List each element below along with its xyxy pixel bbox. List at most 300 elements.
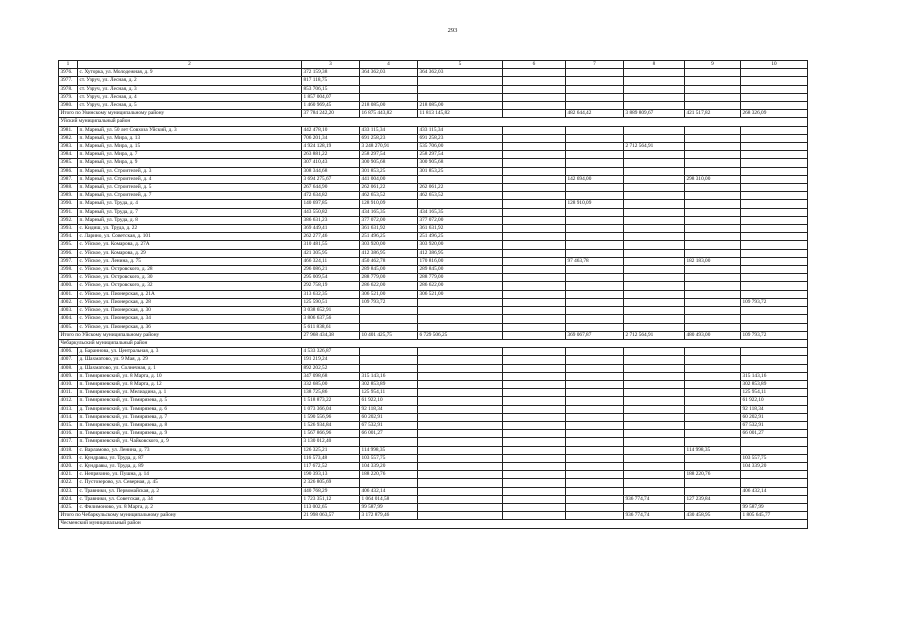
value-cell: 10 401 425,75 [360,331,418,339]
value-cell: 853 706,15 [302,85,360,93]
value-cell [741,143,808,151]
value-cell: 296 086,21 [302,266,360,274]
value-cell: 117 672,52 [302,462,360,470]
value-cell [741,216,808,224]
value-cell [624,175,685,183]
value-cell: 21 998 063,57 [302,512,360,520]
value-cell [360,438,418,446]
table-row [59,446,808,454]
value-cell [624,126,685,134]
value-cell [418,364,503,372]
value-cell: 1 073 366,04 [302,405,360,413]
value-cell [624,257,685,265]
table-row [59,307,808,315]
value-cell [418,356,503,364]
table-row [59,438,808,446]
table-row [59,389,808,397]
value-cell [624,159,685,167]
value-cell [566,192,624,200]
address-cell: с. Филимоново, ул. 8 Марта, д. 2 [78,503,302,511]
row-number: 3983. [59,143,78,151]
value-cell: 472 634,82 [302,192,360,200]
table-row [59,348,808,356]
value-cell [566,167,624,175]
table-row [59,421,808,429]
value-cell [503,421,566,429]
value-cell [685,454,741,462]
value-cell: 377 072,00 [418,216,503,224]
value-cell: 300 905,68 [360,159,418,167]
address-cell: с. Уйское, ул. Пионерская, д. 21А [78,290,302,298]
value-cell [503,274,566,282]
value-cell: 308 344,68 [302,167,360,175]
value-cell: 298 310,00 [685,175,741,183]
row-number: 3999. [59,274,78,282]
value-cell: 258 297,54 [360,151,418,159]
value-cell [503,200,566,208]
value-cell: 113 002,65 [302,503,360,511]
value-cell [685,323,741,331]
value-cell: 295 009,54 [302,274,360,282]
row-number: 4021. [59,471,78,479]
row-number: 4000. [59,282,78,290]
value-cell: 104 339,20 [741,462,808,470]
section-label: Чебаркульский муниципальный район [59,339,808,347]
row-number: 3998. [59,266,78,274]
row-number: 4005. [59,323,78,331]
value-cell [503,85,566,93]
value-cell: 313 632,35 [302,290,360,298]
value-cell: 1 590 556,96 [302,413,360,421]
value-cell [566,348,624,356]
value-cell [624,462,685,470]
value-cell [685,274,741,282]
value-cell: 691 258,23 [418,134,503,142]
address-cell: д. Шахматово, ул. Солнечная, д. 1 [78,364,302,372]
value-cell: 706 201,34 [302,134,360,142]
data-table [58,60,808,529]
value-cell [418,372,503,380]
value-cell [566,323,624,331]
value-cell: 251 496,25 [418,233,503,241]
value-cell: 364 362,03 [360,69,418,77]
table-row [59,380,808,388]
value-cell [503,257,566,265]
table-row [59,495,808,503]
value-cell: 126 325,21 [302,446,360,454]
value-cell: 3 694 275,67 [302,175,360,183]
value-cell [624,241,685,249]
row-number: 3977. [59,77,78,85]
value-cell [360,356,418,364]
value-cell: 535 706,00 [418,143,503,151]
table-row [59,225,808,233]
value-cell: 433 115,34 [360,126,418,134]
value-cell [624,266,685,274]
value-cell [624,298,685,306]
value-cell [685,430,741,438]
value-cell [566,512,624,520]
value-cell [685,225,741,233]
value-cell [685,184,741,192]
row-number: 4018. [59,446,78,454]
value-cell [685,93,741,101]
value-cell: 16 875 443,82 [360,110,418,118]
value-cell [503,487,566,495]
value-cell [685,167,741,175]
address-cell: д. Бараннова, ул. Центральная, д. 3 [78,348,302,356]
value-cell [503,438,566,446]
header-cell: 3 [302,61,360,69]
table-row [59,208,808,216]
header-cell: 5 [418,61,503,69]
value-cell [685,348,741,356]
header-cell: 10 [741,61,808,69]
table-row [59,454,808,462]
value-cell [685,216,741,224]
value-cell [503,430,566,438]
value-cell [503,479,566,487]
value-cell: 67 532,91 [360,421,418,429]
value-cell [503,216,566,224]
value-cell [566,126,624,134]
row-number: 3996. [59,249,78,257]
table-row [59,266,808,274]
value-cell [741,323,808,331]
value-cell [685,364,741,372]
value-cell [624,446,685,454]
address-cell: п. Тимирязевский, ул. 8 Марта, д. 12 [78,380,302,388]
address-cell: с. Кундравы, ул. Труда, д. 87 [78,454,302,462]
value-cell: 466 324,11 [302,257,360,265]
value-cell: 430 458,95 [685,512,741,520]
value-cell: 3 038 652,91 [302,307,360,315]
row-number: 3980. [59,102,78,110]
value-cell: 258 297,54 [418,151,503,159]
value-cell [741,307,808,315]
value-cell: 188 220,76 [685,471,741,479]
table-row [59,274,808,282]
value-cell [685,241,741,249]
value-cell: 892 202,52 [302,364,360,372]
row-number: 3989. [59,192,78,200]
value-cell [503,175,566,183]
address-cell: ст. Узруч, ул. Лесная, д. 2 [78,77,302,85]
value-cell: 103 557,75 [741,454,808,462]
value-cell [503,356,566,364]
address-cell: п. Марный, ул. Строителей, д. 4 [78,175,302,183]
value-cell: 6 729 506,25 [418,331,503,339]
address-cell: с. Кидиш, ул. Труда, д. 22 [78,225,302,233]
value-cell [624,397,685,405]
value-cell: 37 784 242,20 [302,110,360,118]
value-cell: 3 172 879,46 [360,512,418,520]
value-cell: 267 644,90 [302,184,360,192]
value-cell [360,315,418,323]
value-cell [685,413,741,421]
value-cell [685,462,741,470]
value-cell [685,438,741,446]
value-cell: 302 853,89 [741,380,808,388]
value-cell [566,290,624,298]
table-row [59,69,808,77]
table-row [59,298,808,306]
value-cell [624,405,685,413]
value-cell [685,405,741,413]
value-cell [418,77,503,85]
table-row [59,323,808,331]
value-cell [503,331,566,339]
value-cell [624,307,685,315]
value-cell [741,167,808,175]
value-cell [685,200,741,208]
value-cell: 288 779,00 [360,274,418,282]
value-cell: 109 793,72 [360,298,418,306]
value-cell: 1 518 873,22 [302,397,360,405]
value-cell [418,421,503,429]
value-cell [566,233,624,241]
table-row [59,167,808,175]
value-cell [741,479,808,487]
value-cell [685,134,741,142]
value-cell: 440 768,29 [302,487,360,495]
value-cell [566,307,624,315]
value-cell: 307 410,43 [302,159,360,167]
value-cell: 386 631,23 [302,216,360,224]
address-cell: п. Тимирязевский, ул. Тимирязева, д. 8 [78,421,302,429]
value-cell [503,372,566,380]
value-cell: 421 305,95 [302,249,360,257]
row-number: 3987. [59,175,78,183]
value-cell [624,274,685,282]
table-row [59,77,808,85]
value-cell [503,471,566,479]
value-cell: 109 793,72 [741,331,808,339]
row-number: 3997. [59,257,78,265]
value-cell [685,397,741,405]
value-cell [741,159,808,167]
row-number: 4016. [59,430,78,438]
value-cell [566,225,624,233]
value-cell [503,225,566,233]
value-cell [566,372,624,380]
row-number: 4019. [59,454,78,462]
value-cell: 442 478,10 [302,126,360,134]
value-cell [685,282,741,290]
value-cell [624,454,685,462]
address-cell: п. Марный, ул. Мира, д. 9 [78,159,302,167]
address-cell: ст. Узруч, ул. Лесная, д. 3 [78,85,302,93]
value-cell [503,93,566,101]
value-cell: 332 685,00 [302,380,360,388]
value-cell [360,77,418,85]
value-cell [685,249,741,257]
value-cell: 92 118,34 [360,405,418,413]
value-cell [741,282,808,290]
value-cell: 27 968 434,38 [302,331,360,339]
value-cell [685,380,741,388]
table-row [59,479,808,487]
address-cell: с. Ларино, ул. Советская, д. 101 [78,233,302,241]
value-cell [566,249,624,257]
value-cell: 128 910,09 [566,200,624,208]
table-row [59,282,808,290]
value-cell [566,413,624,421]
value-cell [360,348,418,356]
value-cell [685,372,741,380]
row-number: 3984. [59,151,78,159]
row-number: 4001. [59,290,78,298]
value-cell [566,495,624,503]
value-cell: 406 432,14 [360,487,418,495]
value-cell [685,159,741,167]
value-cell [418,430,503,438]
value-cell [503,134,566,142]
row-number: 3988. [59,184,78,192]
value-cell [741,233,808,241]
value-cell [685,102,741,110]
value-cell [566,430,624,438]
value-cell [741,69,808,77]
value-cell [566,266,624,274]
value-cell [503,233,566,241]
table-row [59,184,808,192]
value-cell [685,356,741,364]
value-cell [566,421,624,429]
value-cell [624,356,685,364]
value-cell [503,167,566,175]
value-cell [624,421,685,429]
row-number: 3982. [59,134,78,142]
address-cell: д. Шахматово, ул. 9 Мая, д. 29 [78,356,302,364]
value-cell [741,134,808,142]
value-cell [624,438,685,446]
value-cell [503,192,566,200]
value-cell [624,315,685,323]
value-cell [741,266,808,274]
row-number: 3991. [59,208,78,216]
value-cell: 1 526 934,84 [302,421,360,429]
value-cell [418,438,503,446]
table-row [59,241,808,249]
value-cell [503,241,566,249]
address-cell: с. Уйское, ул. Пионерская, д. 36 [78,323,302,331]
value-cell [418,503,503,511]
table-header-row [59,61,808,69]
value-cell [741,102,808,110]
row-number: 3986. [59,167,78,175]
value-cell [418,512,503,520]
section-row [59,339,808,347]
value-cell [418,397,503,405]
value-cell: 301 853,25 [418,167,503,175]
address-cell: п. Марный, ул. Мира, д. 13 [78,134,302,142]
value-cell [503,405,566,413]
table-row [59,503,808,511]
value-cell [566,397,624,405]
value-cell [685,208,741,216]
value-cell [418,487,503,495]
value-cell [503,413,566,421]
value-cell: 114 998,35 [360,446,418,454]
address-cell: п. Тимирязевский, ул. Тимирязева, д. 9 [78,430,302,438]
value-cell [741,85,808,93]
value-cell: 372 159,38 [302,69,360,77]
value-cell [685,307,741,315]
table-row [59,471,808,479]
address-cell: с. Травники, ул. Советская, д. 34 [78,495,302,503]
value-cell [624,200,685,208]
value-cell: 289 845,00 [418,266,503,274]
value-cell [741,151,808,159]
value-cell [503,397,566,405]
value-cell [503,364,566,372]
value-cell: 170 816,00 [418,257,503,265]
value-cell: 268 326,09 [741,110,808,118]
table-row [59,356,808,364]
value-cell: 369 067,87 [566,331,624,339]
value-cell: 288 779,00 [418,274,503,282]
value-cell [741,315,808,323]
value-cell [624,216,685,224]
row-number: 3993. [59,225,78,233]
value-cell: 182 183,00 [685,257,741,265]
value-cell: 190 393,13 [302,471,360,479]
address-cell: с. Уйское, ул. Пионерская, д. 34 [78,315,302,323]
value-cell [685,192,741,200]
value-cell [624,290,685,298]
table-row [59,405,808,413]
value-cell [566,364,624,372]
value-cell [624,151,685,159]
value-cell [503,266,566,274]
value-cell: 286 622,00 [418,282,503,290]
table-row [59,159,808,167]
value-cell [624,487,685,495]
value-cell [624,323,685,331]
value-cell: 218 085,00 [418,102,503,110]
value-cell [566,389,624,397]
value-cell [624,413,685,421]
value-cell [685,503,741,511]
row-number: 4024. [59,495,78,503]
address-cell: с. Уйское, ул. Островского, д. 32 [78,282,302,290]
value-cell [503,446,566,454]
value-cell: 125 954,11 [741,389,808,397]
value-cell [566,471,624,479]
value-cell [503,69,566,77]
header-cell: 2 [78,61,302,69]
value-cell [503,298,566,306]
row-number: 4025. [59,503,78,511]
value-cell [503,389,566,397]
value-cell: 138 725,86 [302,389,360,397]
value-cell: 421 517,82 [685,110,741,118]
value-cell [566,405,624,413]
table-row [59,200,808,208]
value-cell [503,462,566,470]
value-cell: 450 462,78 [360,257,418,265]
address-cell: п. Марный, ул. Строителей, д. 5 [78,184,302,192]
value-cell [685,151,741,159]
table-row [59,249,808,257]
value-cell: 99 587,99 [741,503,808,511]
value-cell [566,184,624,192]
value-cell [418,471,503,479]
total-label: Итого по Уйскому муниципальному району [59,331,302,339]
row-number: 4010. [59,380,78,388]
table-row [59,372,808,380]
